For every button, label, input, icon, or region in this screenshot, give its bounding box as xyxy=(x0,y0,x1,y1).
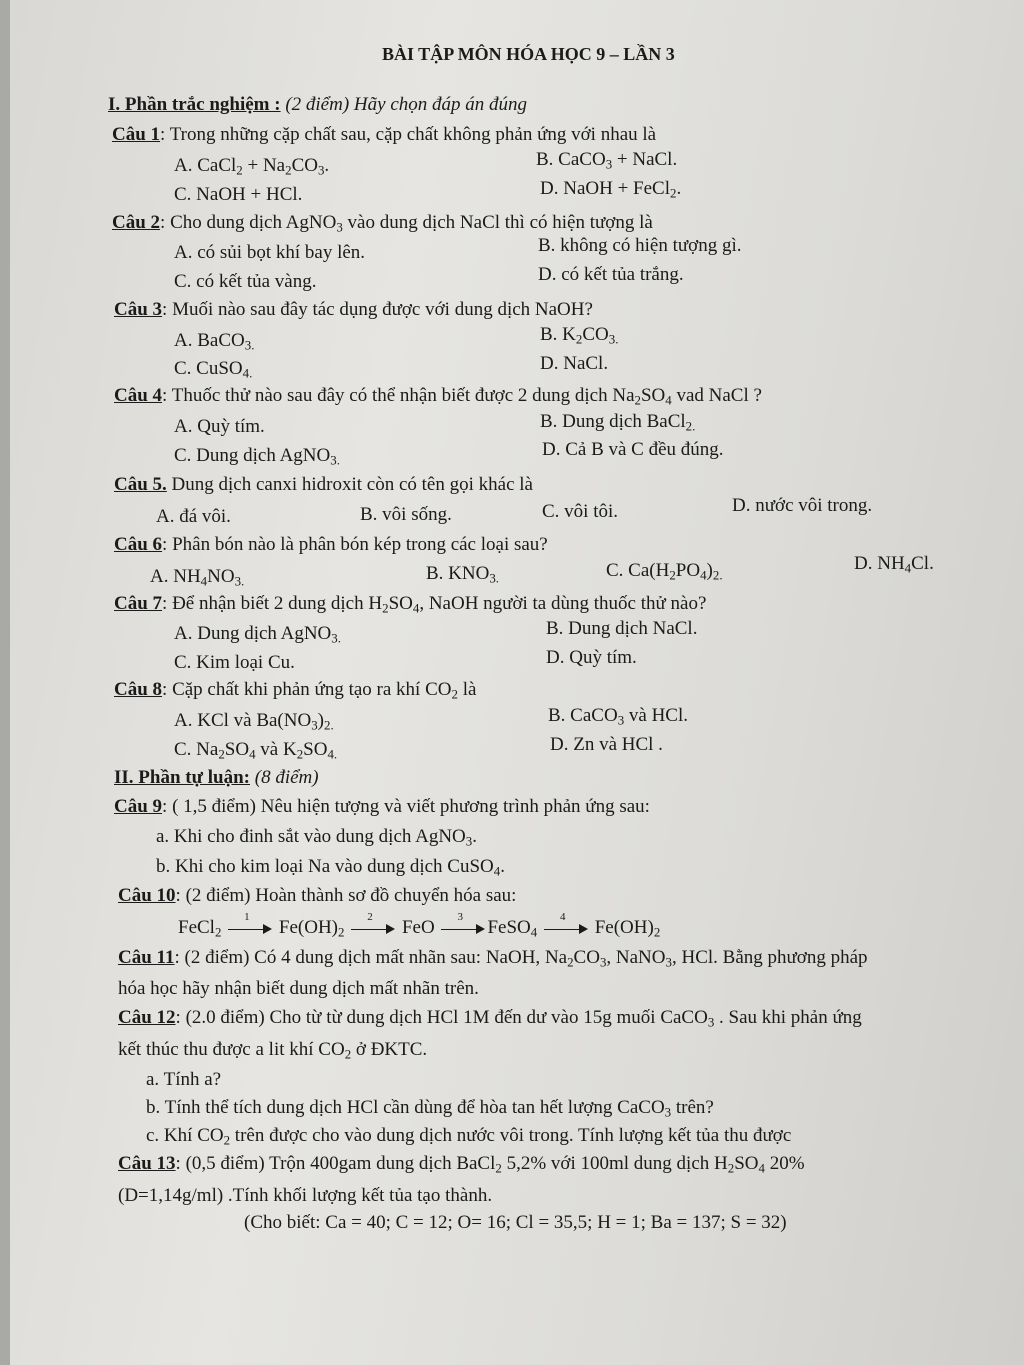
q8-option-b: B. CaCO$_3$ và HCl. xyxy=(548,705,688,728)
question-text-cont: . Sau khi phản ứng xyxy=(714,1007,862,1028)
q13-line-2: (D=1,14g/ml) .Tính khối lượng kết tủa tạo thành. xyxy=(118,1185,493,1206)
part2-note: (8 điểm) xyxy=(250,767,319,788)
q8-option-c: C. $Na_2SO_4$ và $K_2SO_{4.}$ xyxy=(174,739,338,762)
question-text-cont: , HCl. Bằng phương pháp xyxy=(671,947,868,968)
question-label: Câu 1 xyxy=(112,124,161,145)
q3-option-a: A. BaCO$_{3.}$ xyxy=(174,330,255,353)
part-text: a. Khi cho đinh sắt vào dung dịch xyxy=(156,826,416,847)
question-text-cont: , NaOH người ta dùng thuốc thử nào? xyxy=(419,593,707,614)
q2-option-b: B. không có hiện tượng gì. xyxy=(538,235,742,256)
option-text: C. Dung dịch xyxy=(174,445,280,466)
question-label: Câu 2 xyxy=(112,212,161,233)
question-label: Câu 4 xyxy=(114,385,163,406)
question-text: : Để nhận biết 2 dung dịch xyxy=(162,593,369,614)
part2-title: II. Phần tự luận: xyxy=(114,767,250,788)
q6-option-c: C. $Ca(H_2PO_4)_{2.}$ xyxy=(606,560,723,583)
question-text: : Phân bón nào là phân bón kép trong các loại sau? xyxy=(162,534,548,555)
q1-option-d: D. NaOH + FeCl$_2$. xyxy=(540,178,682,201)
question-4: Câu 4: Thuốc thử nào sau đây có thể nhận biết được 2 dung dịch $Na_2SO_4$ vad NaCl ? xyxy=(114,385,762,408)
part1-heading xyxy=(108,93,527,117)
part-text: b. Tính thể tích dung dịch HCl cần dùng để hòa tan hết lượng xyxy=(146,1097,618,1118)
question-8: Câu 8: Cặp chất khi phản ứng tạo ra khí $CO_2$ là xyxy=(114,679,477,702)
question-9 xyxy=(114,795,650,819)
q4-option-b: B. Dung dịch BaCl$_{2.}$ xyxy=(540,411,696,434)
part2-heading xyxy=(114,766,319,790)
line-text-cont: ở ĐKTC. xyxy=(351,1039,428,1060)
question-text: Dung dịch canxi hidroxit còn có tên gọi khác là xyxy=(166,474,533,495)
question-12: Câu 12: (2.0 điểm) Cho từ từ dung dịch HCl 1M đến dư vào 15g muối CaCO$_3$ . Sau khi phản ứng xyxy=(118,1007,862,1030)
question-3 xyxy=(114,298,593,322)
part1-note: (2 điểm) Hãy chọn đáp án đúng xyxy=(285,94,528,115)
question-label: Câu 10 xyxy=(118,885,176,906)
part-text: b. Khi cho kim loại Na vào dung dịch xyxy=(156,856,448,877)
question-text-cont: vào dung dịch NaCl thì có hiện tượng là xyxy=(342,212,653,233)
question-label: Câu 13 xyxy=(118,1153,176,1174)
question-text: : Trong những cặp chất sau, cặp chất không phản ứng với nhau là xyxy=(160,124,657,145)
question-label: Câu 7 xyxy=(114,593,163,614)
question-text: : ( 1,5 điểm) Nêu hiện tượng và viết phương trình phản ứng sau: xyxy=(162,796,650,817)
q12-part-a: a. Tính a? xyxy=(146,1069,222,1090)
q7-option-b: B. Dung dịch NaCl. xyxy=(546,618,698,639)
step-number: 1 xyxy=(244,910,250,923)
step-number: 3 xyxy=(457,910,463,923)
q12-part-b: b. Tính thể tích dung dịch HCl cần dùng để hòa tan hết lượng CaCO$_3$ trên? xyxy=(146,1097,714,1120)
q1-option-c: C. NaOH + HCl. xyxy=(174,184,303,205)
q4-option-c: C. Dung dịch AgNO$_{3.}$ xyxy=(174,445,340,468)
q3-option-b: B. $K_2CO_{3.}$ xyxy=(540,324,619,347)
question-label: Câu 6 xyxy=(114,534,163,555)
q9-part-a: a. Khi cho đinh sắt vào dung dịch AgNO$_3$. xyxy=(156,826,477,849)
q3-option-d: D. NaCl. xyxy=(540,353,609,374)
question-text: : (2 điểm) Hoàn thành sơ đồ chuyển hóa sau: xyxy=(175,885,517,906)
q3-option-c: C. CuSO$_{4.}$ xyxy=(174,358,253,381)
option-text: B. Dung dịch xyxy=(540,411,647,432)
line-text: kết thúc thu được a lit khí xyxy=(118,1039,319,1060)
arrow-icon xyxy=(228,910,272,935)
question-text: : Muối nào sau đây tác dụng được với dung dịch NaOH? xyxy=(162,299,593,320)
question-text-end: 20% xyxy=(764,1153,805,1174)
part-text-cont: trên được cho vào dung dịch nước vôi trong. Tính lượng kết tủa thu được xyxy=(230,1125,792,1146)
question-text: : Cặp chất khi phản ứng tạo ra khí xyxy=(162,679,426,700)
question-text: : Thuốc thử nào sau đây có thể nhận biết được 2 dung dịch xyxy=(162,385,613,406)
q7-option-c: C. Kim loại Cu. xyxy=(174,652,295,673)
question-1 xyxy=(112,123,656,147)
q2-option-d: D. có kết tủa trắng. xyxy=(538,264,684,285)
given-data: (Cho biết: Ca = 40; C = 12; O= 16; Cl = 35,5; H = 1; Ba = 137; S = 32) xyxy=(244,1212,787,1233)
step-number: 4 xyxy=(559,910,566,923)
arrow-icon xyxy=(441,910,485,935)
question-13: Câu 13: (0,5 điểm) Trộn 400gam dung dịch BaCl$_2$ 5,2% với 100ml dung dịch $H_2SO_4$ 20% xyxy=(118,1153,805,1176)
q7-option-d: D. Quỳ tím. xyxy=(546,647,637,668)
q5-option-a: A. đá vôi. xyxy=(156,506,231,527)
question-6 xyxy=(114,533,548,557)
q6-option-a: A. $NH_4NO_{3.}$ xyxy=(150,566,245,589)
q1-option-b: B. CaCO$_3$ + NaCl. xyxy=(536,149,678,172)
q5-option-d: D. nước vôi trong. xyxy=(732,495,873,516)
question-label: Câu 12 xyxy=(118,1007,176,1028)
option-text: A. Dung dịch xyxy=(174,623,281,644)
exam-sheet xyxy=(10,0,1024,1365)
step-number: 2 xyxy=(367,910,373,923)
part1-title: I. Phần trắc nghiệm : xyxy=(108,94,281,115)
question-text: : Cho dung dịch AgNO xyxy=(160,212,337,233)
question-label: Câu 3 xyxy=(114,299,163,320)
question-label: Câu 8 xyxy=(114,679,163,700)
part-text-cont: trên? xyxy=(671,1097,714,1118)
q7-option-a: A. Dung dịch AgNO$_{3.}$ xyxy=(174,623,341,646)
q8-option-a: A. KCl và $Ba(NO_3)_{2.}$ xyxy=(174,710,334,733)
question-5 xyxy=(114,473,533,497)
arrow-icon xyxy=(544,910,588,935)
question-11: Câu 11: (2 điểm) Có 4 dung dịch mất nhãn sau: NaOH, $Na_2CO_3$, NaNO$_3$, HCl. Bằng phương pháp xyxy=(118,947,868,970)
q12-line-2: kết thúc thu được a lit khí $CO_2$ ở ĐKTC. xyxy=(118,1039,428,1062)
part-text: c. Khí xyxy=(146,1125,198,1146)
question-text: : (2 điểm) Có 4 dung dịch mất nhãn sau: NaOH, xyxy=(174,947,545,968)
q5-option-b: B. vôi sống. xyxy=(360,504,452,525)
question-text-cont: 5,2% với 100ml dung dịch xyxy=(501,1153,715,1174)
q6-option-b: B. $KNO_{3.}$ xyxy=(426,563,500,586)
q1-option-a: A. CaCl$_2$ + $Na_2CO_3$. xyxy=(174,155,330,178)
question-label: Câu 11 xyxy=(118,947,175,968)
question-label: Câu 5. xyxy=(114,474,167,495)
q4-option-d: D. Cả B và C đều đúng. xyxy=(542,439,724,460)
question-10 xyxy=(118,884,516,908)
arrow-icon xyxy=(351,910,395,935)
question-7: Câu 7: Để nhận biết 2 dung dịch $H_2SO_4$, NaOH người ta dùng thuốc thử nào? xyxy=(114,593,707,616)
question-text: : (0,5 điểm) Trộn 400gam dung dịch xyxy=(175,1153,457,1174)
question-label: Câu 9 xyxy=(114,796,163,817)
q4-option-a: A. Quỳ tím. xyxy=(174,416,265,437)
q2-option-c: C. có kết tủa vàng. xyxy=(174,271,317,292)
q12-part-c: c. Khí $CO_2$ trên được cho vào dung dịch nước vôi trong. Tính lượng kết tủa thu được xyxy=(146,1125,792,1148)
question-text-cont: là xyxy=(457,679,477,700)
q8-option-d: D. Zn và HCl . xyxy=(550,734,663,755)
q5-option-c: C. vôi tôi. xyxy=(542,501,619,522)
q9-part-b: b. Khi cho kim loại Na vào dung dịch CuSO$_4$. xyxy=(156,856,505,879)
page-title: BÀI TẬP MÔN HÓA HỌC 9 – LẦN 3 xyxy=(382,44,675,64)
q6-option-d: D. $NH_4Cl$. xyxy=(854,553,934,576)
question-text: : (2.0 điểm) Cho từ từ dung dịch HCl 1M đến dư vào 15g muối xyxy=(175,1007,661,1028)
q10-scheme: FeCl$_2$ 1 $Fe(OH)_2$ 2 FeO 3 FeSO$_4$ 4 $Fe(OH)_2$ xyxy=(178,910,661,940)
q11-line-2: hóa học hãy nhận biết dung dịch mất nhãn trên. xyxy=(118,978,479,999)
question-2: Câu 2: Cho dung dịch AgNO$_3$ vào dung dịch NaCl thì có hiện tượng là xyxy=(112,212,653,235)
question-text-cont: vad NaCl ? xyxy=(671,385,762,406)
q2-option-a: A. có sủi bọt khí bay lên. xyxy=(174,242,366,263)
